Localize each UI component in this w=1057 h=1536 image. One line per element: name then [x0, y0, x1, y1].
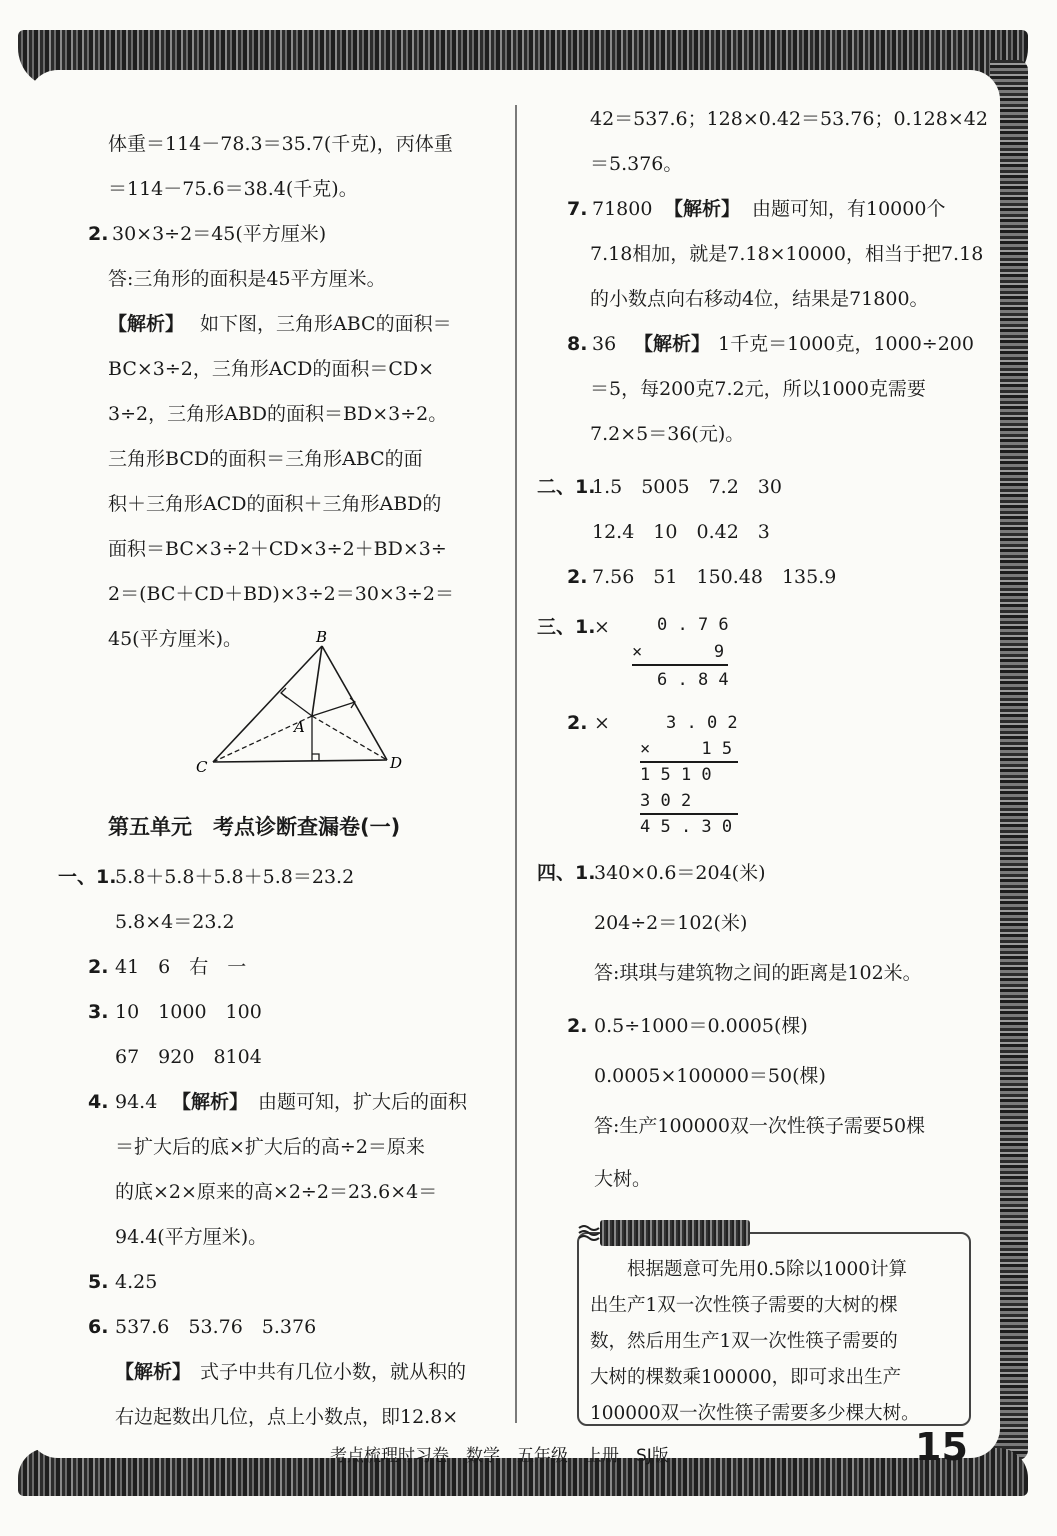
answer-line: 体重＝114－78.3＝35.7(千克)，丙体重	[108, 133, 453, 155]
answer-line: 67 920 8104	[115, 1046, 262, 1068]
vertex-label-c: C	[196, 758, 208, 776]
answer-line: 1.5 5005 7.2 30	[592, 476, 782, 498]
section-title: 第五单元 考点诊断查漏卷(一)	[108, 815, 401, 839]
question-number: 6.	[88, 1316, 109, 1338]
answer-line: 204÷2＝102(米)	[594, 912, 748, 934]
question-number: 四、1.	[537, 862, 596, 884]
answer-value: 4.25	[115, 1271, 158, 1293]
answer-line: 大树。	[594, 1168, 652, 1190]
analysis-line: 45(平方厘米)。	[108, 628, 243, 650]
column-divider	[515, 105, 517, 1423]
answer-line: 7.56 51 150.48 135.9	[592, 566, 837, 588]
right-angle-mark	[312, 754, 319, 761]
answer-line: 41 6 右 一	[115, 956, 247, 978]
answer-line: 0.5÷1000＝0.0005(棵)	[594, 1015, 808, 1037]
analysis-line: BC×3÷2，三角形ACD的面积＝CD×	[108, 358, 435, 380]
analysis-line: 由题可知，有10000个	[752, 198, 946, 220]
analysis-line: 94.4(平方厘米)。	[115, 1226, 268, 1248]
tip-title-banner	[600, 1220, 750, 1246]
analysis-line: 右边起数出几位，点上小数点，即12.8×	[115, 1406, 459, 1428]
question-number: 3.	[88, 1001, 109, 1023]
answer-line: 5.8×4＝23.2	[115, 911, 235, 933]
answer-line: 12.4 10 0.42 3	[592, 521, 770, 543]
vertex-label-a: A	[294, 718, 305, 736]
height-bd	[312, 702, 355, 716]
answer-line: 340×0.6＝204(米)	[594, 862, 766, 884]
edge-cb	[213, 646, 322, 762]
answer-value: 71800	[592, 198, 653, 220]
tip-line: 出生产1双一次性筷子需要的大树的棵	[590, 1295, 898, 1316]
vertical-calc-row: 1 5 1 0	[640, 765, 712, 785]
judgement-mark: ×	[594, 712, 610, 734]
edge-cd	[213, 760, 387, 762]
vertical-calc-row: 4 5 . 3 0	[640, 817, 733, 837]
question-number: 2.	[567, 566, 588, 588]
vertical-calc-row: 6 . 8 4	[657, 670, 729, 690]
analysis-line: 7.18相加，就是7.18×10000，相当于把7.18	[590, 243, 984, 265]
analysis-line: 如下图，三角形ABC的面积＝	[200, 313, 452, 335]
analysis-tag: 【解析】	[172, 1091, 249, 1113]
question-number: 二、1.	[537, 476, 596, 498]
answer-line: 10 1000 100	[115, 1001, 262, 1023]
answer-line: 答:三角形的面积是45平方厘米。	[108, 268, 386, 290]
analysis-line: 由题可知，扩大后的面积	[258, 1091, 468, 1113]
answer-line: 0.0005×100000＝50(棵)	[594, 1065, 826, 1087]
vertex-label-d: D	[390, 754, 403, 772]
wave-icon	[578, 1222, 600, 1244]
judgement-mark: ×	[594, 616, 610, 638]
answer-line: 5.8＋5.8＋5.8＋5.8＝23.2	[115, 866, 355, 888]
analysis-tag: 【解析】	[115, 1361, 192, 1383]
analysis-tag: 【解析】	[664, 198, 741, 220]
footer-text: 考点梳理时习卷 数学 五年级 上册 SJ版	[330, 1446, 669, 1466]
segment-ad	[312, 716, 387, 760]
analysis-line: 三角形BCD的面积＝三角形ABC的面	[108, 448, 423, 470]
tip-line: 大树的棵数乘100000，即可求出生产	[590, 1367, 902, 1388]
vertical-calc-row: × 9	[632, 642, 725, 662]
question-number: 7.	[567, 198, 588, 220]
vertical-calc-row: 3 0 2	[640, 791, 692, 811]
tip-line: 根据题意可先用0.5除以1000计算	[590, 1259, 908, 1280]
question-number: 5.	[88, 1271, 109, 1293]
answer-line: ＝114－75.6＝38.4(千克)。	[108, 178, 358, 200]
calc-underline	[632, 664, 728, 666]
question-number: 2.	[567, 1015, 588, 1037]
answer-line: 答:生产100000双一次性筷子需要50棵	[594, 1115, 926, 1137]
analysis-line: 积＋三角形ACD的面积＋三角形ABD的	[108, 493, 442, 515]
question-number: 一、1.	[58, 866, 117, 888]
question-number: 4.	[88, 1091, 109, 1113]
question-number: 2.	[88, 956, 109, 978]
analysis-tag: 【解析】	[634, 333, 711, 355]
analysis-line: 式子中共有几位小数，就从积的	[200, 1361, 467, 1383]
tip-line: 100000双一次性筷子需要多少棵大树。	[590, 1403, 920, 1424]
answer-line: 42＝537.6；128×0.42＝53.76；0.128×42	[590, 108, 988, 130]
analysis-line: 的小数点向右移动4位，结果是71800。	[590, 288, 929, 310]
analysis-line: 3÷2，三角形ABD的面积＝BD×3÷2。	[108, 403, 448, 425]
answer-line: 537.6 53.76 5.376	[115, 1316, 317, 1338]
question-number: 2.	[567, 712, 588, 734]
vertex-label-b: B	[316, 630, 328, 646]
analysis-line: 1千克＝1000克，1000÷200	[718, 333, 974, 355]
answer-value: 94.4	[115, 1091, 158, 1113]
tip-line: 数，然后用生产1双一次性筷子需要的	[590, 1331, 898, 1352]
answer-line: ＝5.376。	[590, 153, 683, 175]
vertical-calc-row: × 1 5	[640, 739, 733, 759]
analysis-line: 2＝(BC＋CD＋BD)×3÷2＝30×3÷2＝	[108, 583, 454, 605]
triangle-figure	[190, 630, 420, 780]
analysis-line: ＝扩大后的底×扩大后的高÷2＝原来	[115, 1136, 425, 1158]
analysis-tag: 【解析】	[108, 313, 185, 335]
analysis-line: 7.2×5＝36(元)。	[590, 423, 745, 445]
answer-line: 答:琪琪与建筑物之间的距离是102米。	[594, 962, 922, 984]
calc-underline	[640, 813, 738, 815]
question-number: 8.	[567, 333, 588, 355]
analysis-line: 的底×2×原来的高×2÷2＝23.6×4＝	[115, 1181, 438, 1203]
page-number: 15	[915, 1425, 968, 1469]
question-number: 2.	[88, 223, 109, 245]
answer-value: 36	[592, 333, 617, 355]
vertical-calc-row: 3 . 0 2	[666, 713, 738, 733]
vertical-calc-row: 0 . 7 6	[657, 615, 729, 635]
question-number: 三、1.	[537, 616, 596, 638]
segment-ab	[312, 646, 322, 716]
calc-underline	[640, 761, 738, 763]
answer-line: 30×3÷2＝45(平方厘米)	[112, 223, 327, 245]
analysis-line: ＝5，每200克7.2元，所以1000克需要	[590, 378, 926, 400]
analysis-line: 面积＝BC×3÷2＋CD×3÷2＋BD×3÷	[108, 538, 447, 560]
